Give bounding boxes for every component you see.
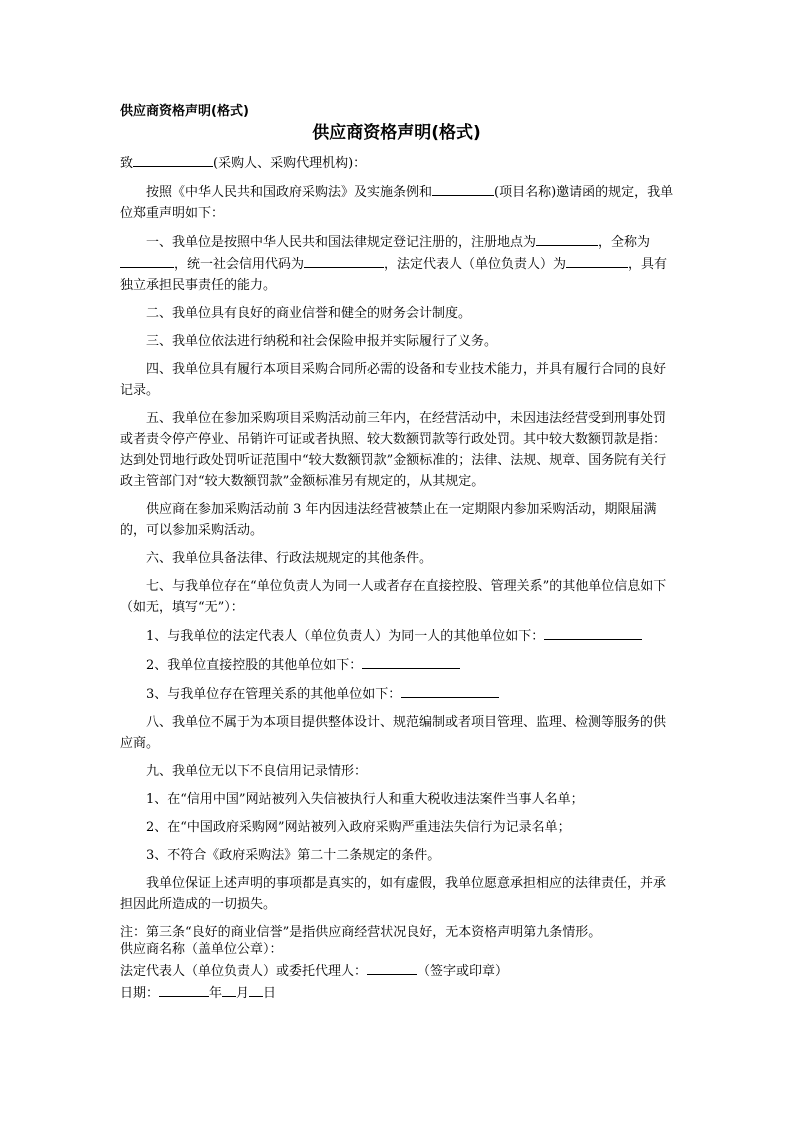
declaration-body	[120, 152, 675, 943]
date-line: 日期： 年 月 日	[120, 982, 508, 1004]
clause-7-item-1: 1、与我单位的法定代表人（单位负责人）为同一人的其他单位如下：	[120, 625, 675, 647]
controlled-units-blank[interactable]	[362, 654, 460, 669]
clause-7-item-3: 3、与我单位存在管理关系的其他单位如下：	[120, 683, 675, 705]
clause-3: 三、我单位依法进行纳税和社会保险申报并实际履行了义务。	[146, 334, 498, 349]
note-paragraph: 注：第三条“良好的商业信誉”是指供应商经营状况良好，无本资格声明第九条情形。	[120, 925, 602, 940]
addressee-line: 致 (采购人、采购代理机构)：	[120, 152, 675, 174]
clause-1: 一、我单位是按照中华人民共和国法律规定登记注册的，注册地点为 ，全称为，统一社会信用代码为 ，法定代表人（单位负责人）为 ，具有独立承担民事责任的能力。	[120, 231, 675, 296]
supplier-name-line: 供应商名称（盖单位公章）：	[120, 942, 283, 957]
registration-place-blank[interactable]	[536, 231, 598, 246]
same-rep-units-blank[interactable]	[544, 625, 642, 640]
clause-5: 五、我单位在参加采购项目采购活动前三年内，在经营活动中，未因违法经营受到刑事处罚或者责令停产停业、吊销许可证或者执照、较大数额罚款等行政处罚。其中较大数额罚款是指：达到处罚地行政处罚听证范围中“较大数额罚款”金额标准的；法律、法规、规章、国务院有关行政主管部门对“较大数额罚款”金额标准另有规定的，从其规定。	[120, 411, 667, 489]
managed-units-blank[interactable]	[401, 683, 499, 698]
representative-line: 法定代表人（单位负责人）或委托代理人： （签字或印章）	[120, 960, 508, 982]
intro-paragraph: 按照《中华人民共和国政府采购法》及实施条例和 (项目名称)邀请函的规定，我单位郑重声明如下：	[120, 181, 675, 224]
credit-code-blank[interactable]	[304, 253, 384, 268]
full-name-blank[interactable]	[120, 253, 174, 268]
clause-2: 二、我单位具有良好的商业信誉和健全的财务会计制度。	[146, 306, 472, 321]
signature-block	[120, 940, 508, 1004]
month-blank[interactable]	[222, 982, 236, 997]
day-blank[interactable]	[249, 982, 263, 997]
guarantee-paragraph: 我单位保证上述声明的事项都是真实的，如有虚假，我单位愿意承担相应的法律责任，并承担因此所造成的一切损失。	[120, 876, 667, 912]
clause-4: 四、我单位具有履行本项目采购合同所必需的设备和专业技术能力，并具有履行合同的良好记录。	[120, 362, 667, 398]
year-blank[interactable]	[159, 982, 209, 997]
clause-7-item-2: 2、我单位直接控股的其他单位如下：	[120, 654, 675, 676]
clause-7: 七、与我单位存在“单位负责人为同一人或者存在直接控股、管理关系”的其他单位信息如下（如无，填写“无”）：	[120, 579, 667, 615]
page-header: 供应商资格声明(格式)	[120, 104, 249, 119]
legal-rep-blank[interactable]	[566, 253, 628, 268]
clause-8: 八、我单位不属于为本项目提供整体设计、规范编制或者项目管理、监理、检测等服务的供应商。	[120, 715, 667, 751]
page-title: 供应商资格声明(格式)	[312, 123, 481, 143]
clause-9-item-2: 2、在“中国政府采购网”网站被列入政府采购严重违法失信行为记录名单；	[146, 820, 571, 835]
clause-6: 六、我单位具备法律、行政法规规定的其他条件。	[146, 551, 433, 566]
addressee-blank[interactable]	[133, 152, 213, 167]
project-name-blank[interactable]	[432, 181, 494, 196]
representative-signature-blank[interactable]	[367, 960, 417, 975]
clause-9: 九、我单位无以下不良信用记录情形：	[146, 764, 368, 779]
clause-9-item-3: 3、不符合《政府采购法》第二十二条规定的条件。	[146, 848, 441, 863]
clause-9-item-1: 1、在“信用中国”网站被列入失信被执行人和重大税收违法案件当事人名单；	[146, 792, 584, 807]
clause-5-supplement: 供应商在参加采购活动前 3 年内因违法经营被禁止在一定期限内参加采购活动，期限届满的，可以参加采购活动。	[120, 502, 657, 538]
